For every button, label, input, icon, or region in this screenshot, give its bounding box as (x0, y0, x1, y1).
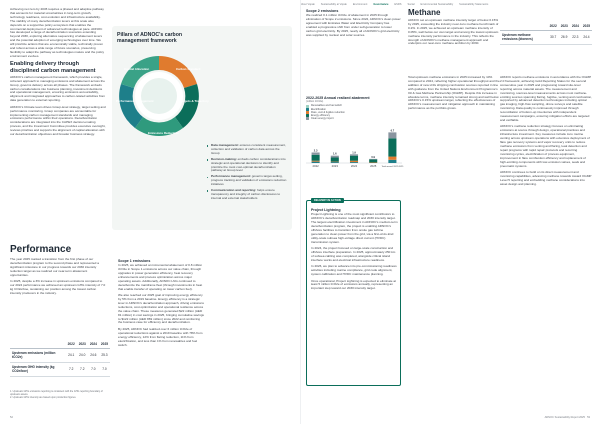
chart-bar-segment (388, 157, 396, 160)
methane-paragraph-2: Total upstream methane emissions in 2025 increased by 10% compared to 2024, reflecting higher operational throughput and the addition of new LNG shipping combustion sources reported in line with guidance from the United Nations Environment Programme's Oil & Gas Methane Partnership (OGMP). Despite this increase in absolute terms, methane intensity remained strong and well below ADNOC's 0.15% upstream target, reflecting the effectiveness of ADNOC's measurement and mitigation approach in maintaining performance as the portfolio grows. (408, 75, 500, 111)
bullet-data-management: Data management: ensures consistent measurement, collection and validation of carbon data across the Group (206, 144, 288, 156)
pillar-label-2: Targets & Trajectory (180, 99, 209, 103)
chart-total-label: 6.7 (390, 129, 395, 133)
chart-bar-segment (312, 152, 320, 154)
chart-total-label: 1.6 (332, 152, 337, 156)
nav-item-sustainability[interactable]: Sustainability at Vopak (320, 3, 347, 6)
methane-heading: Methane (408, 8, 441, 17)
scope1-heading: Scope 1 emissions (118, 259, 151, 263)
legend-label: Electrification (311, 107, 326, 111)
methane-paragraph-3: ADNOC reports methane emissions in accordance with the OGMP 2.0 framework, achieving Gold Reporting Status for the second consecutive year in 2025 and progressing toward site-level reporting across material assets. The measurement and monitoring, sources-level measurements across most methane-emitting sources spanning flaring, fugitive, venting and combustion, supported by advanced detection technologies including optical gas imaging, high-flow sampling, drone surveys and satellite monitoring. Data quality is continuously improved through reconciliation of bottom-up inventories with independent measurement campaigns, ensuring mitigation efforts are targeted and verifiable. (500, 75, 593, 122)
chart-bar-segment (388, 160, 396, 163)
bullet-performance-mgmt: Performance management: governs target-setting, progress tracking and validation of emissions reduction initiatives (206, 175, 288, 187)
pillar-label-4: Performance Management (116, 99, 154, 103)
scope1-section (118, 258, 204, 350)
right-page (300, 0, 600, 424)
methane-details-1 (408, 76, 500, 114)
chart-category-label: 2024 (350, 164, 358, 168)
project-body (311, 207, 398, 294)
chart-bar-segment (369, 159, 377, 162)
chart-bar-segment (331, 158, 339, 162)
nav-item-about[interactable]: About Vopak (300, 3, 315, 6)
pillars-title: Pillars of ADNOC's carbon management framework (117, 32, 183, 44)
methane-table-wrap (500, 22, 592, 45)
pillar-label-3: Emissions Reduction (148, 131, 179, 135)
chart-plot (306, 129, 402, 175)
performance-heading: Performance (10, 244, 72, 255)
chart-bar-segment (350, 161, 358, 162)
scope1-paragraph-2: We also reached our 2025 goal of improving energy efficiency by 5% from a 2019 baseline. Energy efficiency is a strategic lever in ADNOC's decarbonization approach, driving emissions reductions, cost optimization and operational resilience across the value chain. These measures generated $22 million (AED 81 million) in cost savings in 2025, bringing cumulative savings to $122 million (AED 869 million) since 2022 and reinforcing the business case for efficiency and decarbonization. (118, 293, 204, 325)
methane-table: 2022 2023 2024 2025 Upstream methane emissions (ktonnes) 30.7 26.9 22.3 24.4 (500, 22, 592, 45)
enabling-paragraph-2: ADNOC's Climate team drives Group-level strategy, target setting and performance monitoring. Group companies are accountable for implementing carbon management standards and managing emissions performance within their operations. Decarbonization considerations are integrated into the CAPEX decision-making process, and the Investment Committee provides executive oversight, reviews priorities and supports the alignment of capital allocation with our decarbonization objectives and broader business strategy. (10, 104, 106, 137)
performance-section (10, 244, 106, 298)
chart-bar-segment (350, 162, 358, 163)
pillars-diagram (114, 48, 209, 144)
legend-label: Flare, vent & fugitive reduction (311, 110, 345, 114)
chart-category-label: Total annual 2022-2025 (381, 166, 404, 168)
chart-total-label: 2.3 (313, 149, 318, 153)
pillar-bullets (206, 144, 288, 203)
chart-bar-segment (312, 155, 320, 161)
chart-bar-segment (331, 156, 339, 158)
upstream-table-wrap (10, 340, 110, 377)
methane-details-2 (500, 76, 592, 189)
year-2025: 2025 (99, 340, 110, 349)
project-paragraph-3: In 2026, we plan to advance into pre-commissioning readiness activities including marine compliance, grid code alignment, system calibration and HVDC maintenance planning. (311, 264, 397, 277)
table-row: Upstream methane emissions (ktonnes) 30.7 26.9 22.3 24.4 (500, 31, 592, 45)
year-2023: 2023 (77, 340, 88, 349)
performance-paragraph-1: The year 2025 marked a transition from the first phase of our decarbonization program to the second phase and represented a significant milestone in our progress towards our 2030 intensity reduction target as we realized our near-term abatement opportunities. (10, 257, 99, 277)
page-footer-right: ADNOC Sustainability Report 2025 53 (544, 416, 590, 419)
enabling-paragraph-1: ADNOC's carbon management framework, which provides a single, coherent approach to managing emissions and abatement across the Group, governs delivery across all phases. The framework embeds carbon considerations into business planning, investment decisions and operational management, ensuring emissions accountability, alignment and integrated approaches to carbon-related activities from data generation to external reporting. (10, 74, 106, 103)
chart-subtitle: (million tCO2e) (306, 100, 324, 104)
nav-item-esrs[interactable]: ESRS (394, 3, 402, 6)
year-2022: 2022 (66, 340, 77, 349)
year-2024: 2024 (88, 340, 99, 349)
chart-bar-segment (388, 138, 396, 156)
page-number-right: 53 (587, 416, 590, 419)
scope2-heading: Scope 2 emissions (306, 9, 339, 13)
methane-section (408, 8, 500, 49)
upstream-table (10, 340, 110, 377)
bullet-communication: Communication and reporting: helps ensure transparency and integrity of carbon disclosures to internal and external stakeholders (206, 189, 288, 201)
methane-paragraph-5: ADNOC continues to build on its direct measurement and monitoring capabilities, advancing methane towards toward OGMP Level 5 reporting and embedding methane considerations into asset design and planning. (500, 170, 592, 186)
chart-total-label: 0.9 (371, 155, 376, 159)
methane-paragraph-1: ADNOC set an upstream methane intensity target of below 0.15% by 2025, exceeding the industry near-zero methane benchmark of 0.2%. In 2025, we achieved an upstream methane intensity of 0.05%, well below our own target and among the lowest upstream methane intensity performance in the industry. This reflects the strength of ADNOC's methane management approach and underpins our near-zero methane ambition by 2030. (408, 18, 499, 46)
chart-bar-segment (350, 154, 358, 155)
enabling-heading: Enabling delivery through disciplined carbon management (10, 61, 96, 74)
bullet-decision-making: Decision-making: embeds carbon considerations into strategic and operational decisions to identify and prioritize the most cost-optimal decarbonization pathway at Group level (206, 158, 288, 174)
project-paragraph-4: Once operational, Project Lightning is expected to eliminate at least 5 million tCO2e of emissions annually, representing an important step toward our 2030 intensity target. (311, 278, 396, 291)
legend-label: Clean energy import (311, 117, 334, 121)
chart-total-label: 1.9 (352, 151, 356, 155)
chart-category-label: 2022 (312, 164, 319, 168)
pillar-label-1: Carbon Standard (176, 67, 201, 71)
abatement-chart (306, 96, 402, 176)
nav-item-env-sustainability[interactable]: Environmental Sustainability (420, 3, 454, 6)
scope1-paragraph-1: In 2025, we achieved an incremental abatement of 0.8 million tCO2e in Scope 1 emissions across our value chain, through upgrades in power generation efficiency, heat recovery enhancements and process optimization across major operating assets. Additionally, ADNOC LNG continued to decarbonize the mainframe fleet (through investments in heat that enable transfer of operating on lower carbon fuel). (118, 263, 203, 291)
project-heading: Project Lightning (311, 208, 341, 212)
chart-bar-segment (312, 161, 320, 162)
left-column-1 (10, 8, 106, 140)
scope2-section (306, 8, 401, 40)
chart-category-label: 2025 (370, 164, 377, 168)
project-card (306, 200, 401, 386)
nav-item-environment[interactable]: Environment (352, 3, 368, 6)
table-row: Upstream GHG intensity (kg CO2e/boe) 7.2 7.2 7.0 7.0 (10, 362, 110, 376)
intro-paragraph: Achieving net zero by 2045 requires a phased and adaptive pathway that accounts for material uncertainties in long-term growth, technology readiness, cost evolution and infrastructure availability. The viability of many decarbonization levers at this scale also depends on a supportive policy ecosystem that enables the commercial deployment of advanced technologies at pace. ADNOC has developed a range of decarbonization scenarios extending beyond 2030, exploring alternative sequencing of abatement levers and the potential adoption of emerging technologies over time. We will prioritize actions that are economically viable, technically proven and robust across a wide range of future scenarios, preserving flexibility to adapt the pathway as technologies mature and the policy environment evolves. (10, 7, 105, 58)
footnotes: 1. Upstream GHG emissions reporting is consistent with the GHG reporting boundary of upstream assets. 2. Upstream GHG intensity are based upon production figures. (10, 390, 103, 399)
project-paragraph-2: In 2024, the project focused on large-scale construction and offshore interface preparation. In 2025, approximately 250 km of subsea cabling was completed, alongside critical island interface works and electrical infrastructure readiness. (311, 246, 396, 262)
chart-title: 2022-2025 Annual realized abatement (306, 96, 370, 100)
project-paragraph-1: Project Lightning is one of the most significant contributors to ADNOC's decarbonization roadmap and 2030 intensity target. The largest electrification investment in ADNOC's medium-term decarbonization program, the project is enabling ADNOC's offshore facilities to transition from onsite gas turbine generation to clean power from the grid, via a first-of-its-kind utility-scale subsea high-voltage direct current (HVDC) transmission system. (311, 212, 398, 244)
chart-legend (306, 104, 402, 120)
scope2-paragraph: We realized 0.1 million tCO2e of abatement in 2025 through elimination of Scope 2 emissions. Since 2022, ADNOC's clean power agreement with Emirates Water and Electricity Company has enabled a progressive shift from under self-generation to lower carbon grid electricity. By 2025, nearly all of ADNOC's grid electricity was supplied by nuclear and solar sources. (306, 13, 401, 37)
page-number-left: 52 (10, 416, 13, 419)
chart-bar-segment (331, 162, 339, 163)
pillars-callout (112, 26, 292, 230)
chart-bar-segment (350, 156, 358, 161)
legend-swatch (306, 117, 309, 120)
pillar-label-5: Capital Allocation (124, 67, 150, 71)
nav-item-social[interactable]: Social (407, 3, 415, 6)
nav-item-governance[interactable]: Governance (373, 3, 389, 6)
chart-category-label: 2023 (331, 164, 338, 168)
scope1-paragraph-3: By 2025, ADNOC had realized over 6 million tCO2e of operational reductions against a 2019 baseline with 78% from energy efficiency, 12% from flaring reduction, 11% from electrification, and less than 1% from renewables and fuel switch. (118, 326, 203, 347)
methane-paragraph-4: ADNOC's methane reduction strategy focuses on eliminating emissions at source through design, operational practices and infrastructure investment. Key measures include zero routine venting across upstream operations with extensive deployment of flare gas recovery systems and vapor recovery units to reduce methane emissions from venting and flaring, leak detection and repair programs with rapid repair protocols and recurring monitoring cycles, electrification of process equipment, improvement in flare combustion efficiency and replacement of high-emitting components with low-emission valves, seals and pneumatic systems. (500, 124, 590, 168)
chart-bar-segment (312, 162, 320, 163)
legend-label: Renewables and fuel switch (311, 104, 342, 108)
chart-bar-segment (388, 132, 396, 138)
legend-label: Energy efficiency (311, 114, 330, 118)
nav-item-statements[interactable]: Sustainability Statements (459, 3, 489, 6)
project-tag: DELIVERY IN ACTION (311, 198, 344, 203)
legend-item (306, 117, 402, 120)
table-row: Upstream emissions (million tCO2e) 24.1 24.0 24.6 25.3 (10, 349, 110, 363)
performance-paragraph-2: In 2025, despite a 3% increase in upstream emissions compared to our 2024 performance we achieved an upstream GHG intensity of 7.0 kg CO2e/boe, sustaining our position among the lowest carbon intensity producers in the industry. (10, 279, 106, 295)
